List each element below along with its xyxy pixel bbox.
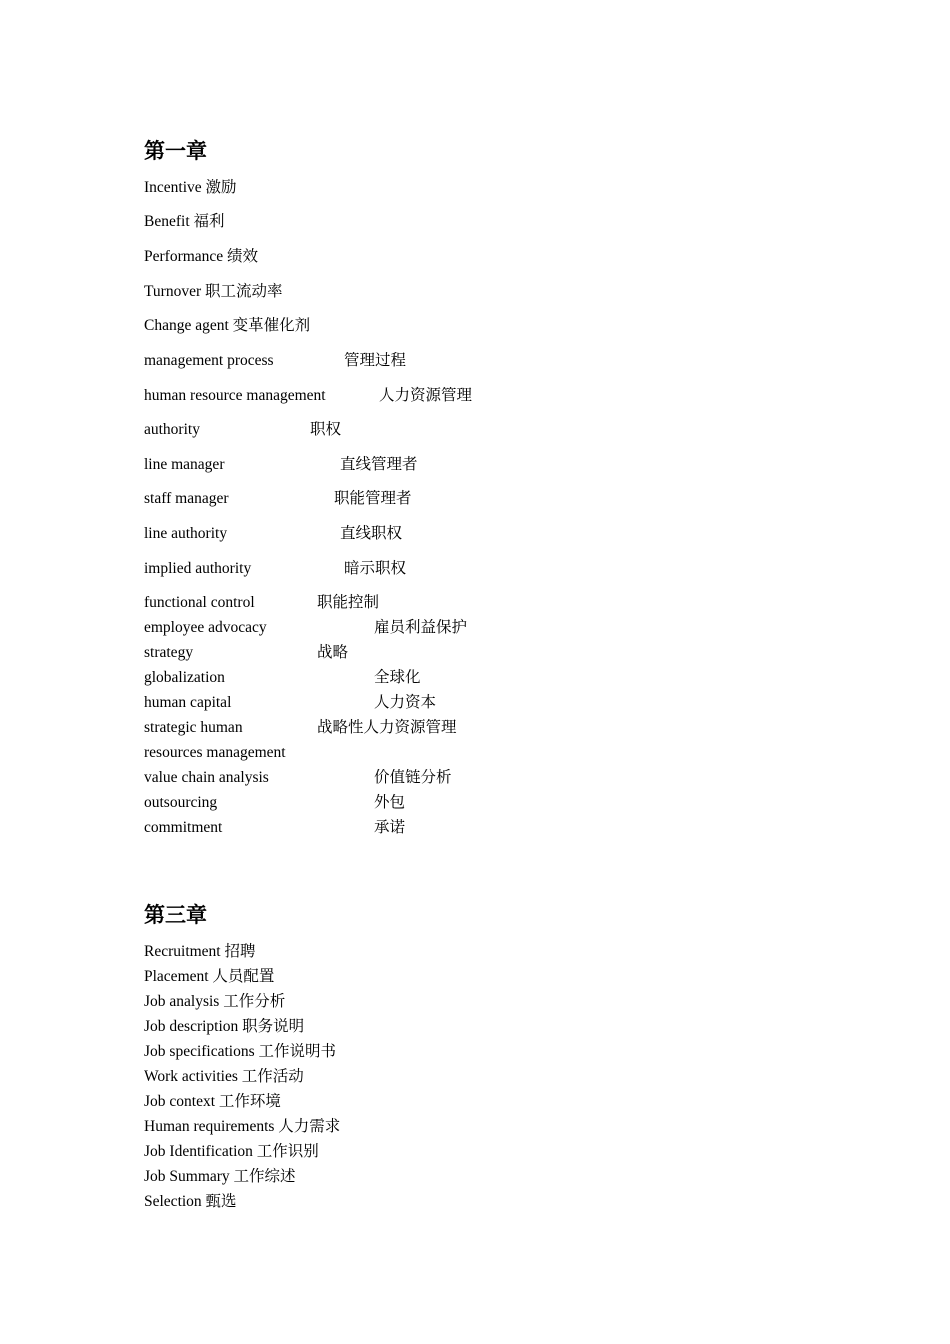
glossary-term: globalization xyxy=(144,669,225,686)
glossary-entry: Work activities 工作活动 xyxy=(144,1068,304,1085)
glossary-translation: 职能控制 xyxy=(317,594,380,611)
glossary-term: implied authority xyxy=(144,560,252,577)
glossary-translation: 直线管理者 xyxy=(340,456,418,473)
glossary-term: functional control xyxy=(144,594,255,611)
glossary-translation: 全球化 xyxy=(374,669,421,686)
glossary-term: resources management xyxy=(144,744,286,761)
glossary-term: line authority xyxy=(144,525,228,542)
glossary-entry: Recruitment 招聘 xyxy=(144,943,256,960)
glossary-translation: 职权 xyxy=(310,421,342,438)
chapter-3-heading: 第三章 xyxy=(144,903,207,927)
glossary-term: line manager xyxy=(144,456,225,473)
glossary-translation: 价值链分析 xyxy=(374,769,452,786)
glossary-entry: Turnover 职工流动率 xyxy=(144,283,283,300)
glossary-entry: Selection 甄选 xyxy=(144,1193,237,1210)
glossary-term: management process xyxy=(144,352,274,369)
glossary-entry: Performance 绩效 xyxy=(144,248,259,265)
glossary-entry: Job description 职务说明 xyxy=(144,1018,305,1035)
glossary-translation: 人力资本 xyxy=(374,694,437,711)
glossary-entry: Human requirements 人力需求 xyxy=(144,1118,341,1135)
glossary-translation: 战略性人力资源管理 xyxy=(317,719,457,736)
glossary-term: strategy xyxy=(144,644,194,661)
glossary-entry: Incentive 激励 xyxy=(144,179,237,196)
glossary-entry: Job analysis 工作分析 xyxy=(144,993,286,1010)
glossary-entry: Job specifications 工作说明书 xyxy=(144,1043,337,1060)
glossary-term: outsourcing xyxy=(144,794,218,811)
glossary-translation: 暗示职权 xyxy=(344,560,407,577)
glossary-term: employee advocacy xyxy=(144,619,267,636)
glossary-translation: 雇员利益保护 xyxy=(374,619,468,636)
glossary-translation: 直线职权 xyxy=(340,525,403,542)
glossary-entry: Placement 人员配置 xyxy=(144,968,275,985)
glossary-term: human resource management xyxy=(144,387,326,404)
glossary-entry: Change agent 变革催化剂 xyxy=(144,317,311,334)
glossary-translation: 管理过程 xyxy=(344,352,407,369)
chapter-1-heading: 第一章 xyxy=(144,139,207,163)
glossary-term: strategic human xyxy=(144,719,243,736)
glossary-translation: 外包 xyxy=(374,794,406,811)
glossary-term: commitment xyxy=(144,819,223,836)
glossary-term: human capital xyxy=(144,694,232,711)
glossary-entry: Job context 工作环境 xyxy=(144,1093,281,1110)
glossary-entry: Job Summary 工作综述 xyxy=(144,1168,296,1185)
glossary-entry: Benefit 福利 xyxy=(144,213,225,230)
glossary-translation: 人力资源管理 xyxy=(379,387,473,404)
glossary-term: authority xyxy=(144,421,200,438)
glossary-translation: 战略 xyxy=(317,644,349,661)
glossary-term: value chain analysis xyxy=(144,769,269,786)
glossary-translation: 承诺 xyxy=(374,819,406,836)
glossary-entry: Job Identification 工作识别 xyxy=(144,1143,319,1160)
glossary-translation: 职能管理者 xyxy=(334,490,412,507)
glossary-term: staff manager xyxy=(144,490,229,507)
